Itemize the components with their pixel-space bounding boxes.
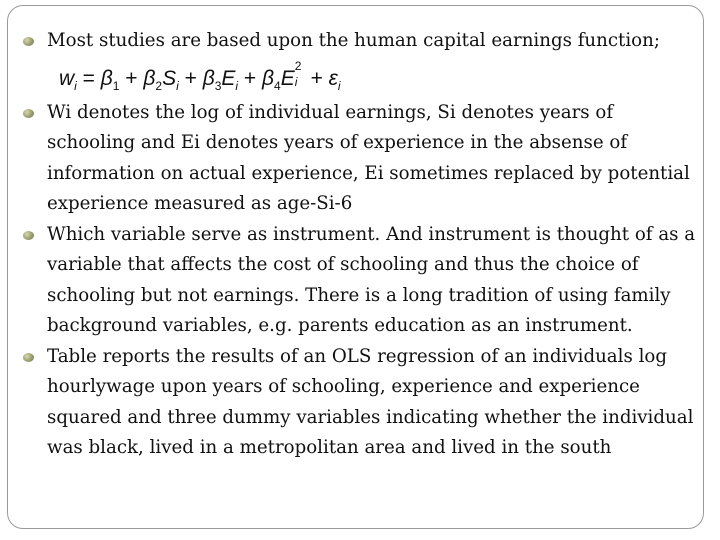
bullet-item-4 <box>22 342 698 464</box>
eq-beta1-sub: 1 <box>112 78 120 93</box>
eq-beta2-sub: 2 <box>155 78 163 93</box>
bullet-item-3 <box>22 220 698 342</box>
eq-s: S <box>162 66 177 90</box>
bullet-dot-icon <box>23 37 34 46</box>
eq-e-squared: E <box>280 66 295 90</box>
eq-lhs: w <box>59 66 75 90</box>
eq-e-squared-sub: i <box>294 74 298 89</box>
eq-plus-2: + <box>178 66 203 90</box>
eq-plus-4: + <box>304 66 329 90</box>
eq-beta3: β <box>202 66 215 90</box>
eq-beta2: β <box>143 66 156 90</box>
eq-beta4-sub: 4 <box>274 78 281 93</box>
bullet-text-1: Most studies are based upon the human capital earnings function; <box>47 30 660 51</box>
eq-epsilon: ε <box>328 66 338 90</box>
eq-plus-1: + <box>119 66 144 90</box>
bullet-dot-icon <box>23 109 34 118</box>
bullet-text-2: Wi denotes the log of individual earnings, Si denotes years of schooling and Ei denotes years of experience in the absense of information on actual experience, Ei sometimes replaced by potential experience measured as age-Si-6 <box>47 101 690 214</box>
eq-plus-3: + <box>238 66 263 90</box>
bullet-text-4: Table reports the results of an OLS regression of an individuals log hourlywage upon years of schooling, experience and experience squared and three dummy variables indicating whether the individual was black, lived in a metropolitan area and lived in the south <box>47 345 694 458</box>
eq-beta4: β <box>262 66 275 90</box>
eq-e-squared-indices <box>294 58 305 89</box>
bullet-item-2 <box>22 98 698 220</box>
eq-e-squared-sup: 2 <box>294 58 302 73</box>
bullet-text-3: Which variable serve as instrument. And instrument is thought of as a variable that affects the cost of schooling and thus the choice of schooling but not earnings. There is a long tradition of using family background variables, e.g. parents education as an instrument. <box>47 223 696 336</box>
eq-beta3-sub: 3 <box>214 78 222 93</box>
eq-beta1: β <box>100 66 113 90</box>
eq-e: E <box>221 66 236 90</box>
slide-content <box>22 26 698 464</box>
eq-s-sub: i <box>176 78 179 93</box>
eq-e-sub: i <box>235 78 239 93</box>
eq-equals: = <box>76 66 101 90</box>
eq-lhs-sub: i <box>74 78 77 93</box>
bullet-dot-icon <box>23 353 34 362</box>
bullet-item-1 <box>22 26 698 57</box>
earnings-function-equation <box>59 60 698 98</box>
bullet-dot-icon <box>23 231 34 240</box>
eq-epsilon-sub: i <box>337 78 341 93</box>
